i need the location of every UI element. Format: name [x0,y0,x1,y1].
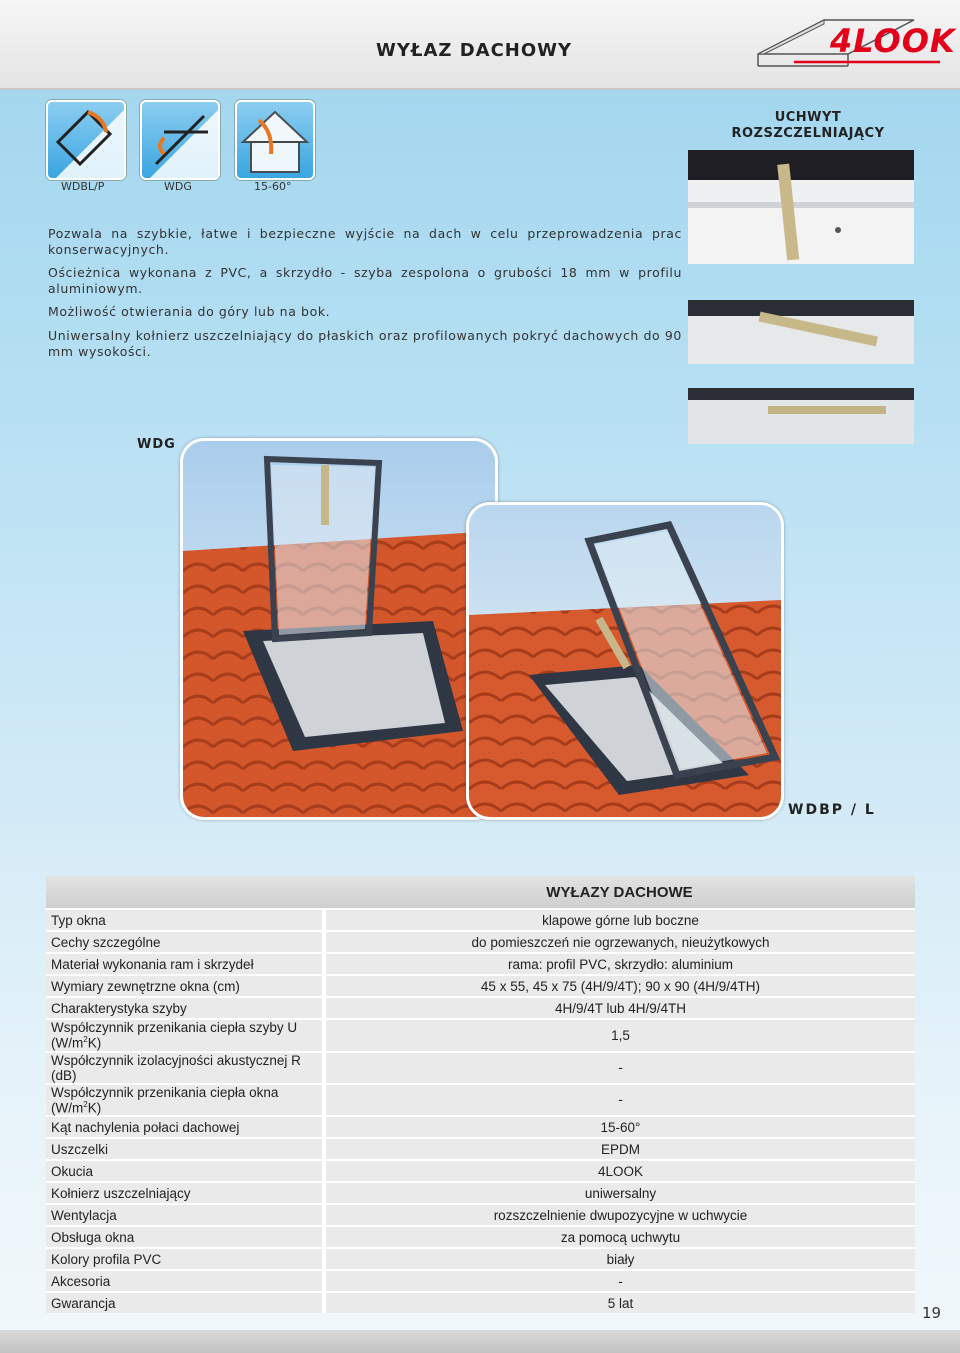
table-key [46,1019,324,1052]
table-value: - [324,1270,915,1292]
table-row [46,1182,915,1204]
table-row [46,1226,915,1248]
table-value: 1,5 [324,1019,915,1052]
icon-label-angle: 15-60° [254,180,292,193]
handle-photo-1 [688,150,914,264]
page-title: WYŁAZ DACHOWY [376,40,573,61]
table-header-empty [46,876,324,909]
table-row [46,1019,915,1052]
table-value: 4H/9/4T lub 4H/9/4TH [324,997,915,1019]
table-value: EPDM [324,1138,915,1160]
table-key-superscript: 2 [83,1035,88,1044]
table-value: rama: profil PVC, skrzydło: aluminium [324,953,915,975]
table-key: Kolory profila PVC [46,1248,324,1270]
table-key: Uszczelki [46,1138,324,1160]
table-key: Kołnierz uszczelniający [46,1182,324,1204]
footer-bar [0,1330,960,1353]
table-row [46,975,915,997]
table-row [46,931,915,953]
table-row [46,1292,915,1313]
photo-label-wdg: WDG [137,437,176,452]
table-row [46,1052,915,1084]
description-2: Ościeżnica wykonana z PVC, a skrzydło - szyba zespolona o grubości 18 mm w profilu aluminiowym. [48,265,682,296]
table-key-superscript: 2 [83,1099,88,1109]
table-key-text-end: K) [87,1100,102,1115]
table-row [46,1160,915,1182]
table-key: Typ okna [46,909,324,931]
table-value: - [324,1084,915,1117]
table-row [46,1270,915,1292]
wdg-icon [140,100,220,180]
handle-title-line2: ROZSZCZELNIAJĄCY [731,126,885,141]
table-value: za pomocą uchwytu [324,1226,915,1248]
table-key-text: Współczynnik przenikania ciepła szyby U (W/m [51,1020,298,1051]
table-key: Okucia [46,1160,324,1182]
table-row [46,953,915,975]
handle-photo-3 [688,388,914,444]
description-4: Uniwersalny kołnierz uszczelniający do płaskich oraz profilowanych pokryć dachowych do 90 mm wysokości. [48,328,682,359]
handle-title [700,110,916,142]
table-value: 15-60° [324,1116,915,1138]
table-key: Cechy szczególne [46,931,324,953]
table-value: uniwersalny [324,1182,915,1204]
table-value: biały [324,1248,915,1270]
page-number: 19 [922,1304,942,1322]
table-key: Kąt nachylenia połaci dachowej [46,1116,324,1138]
page-header [0,0,960,90]
table-key: Wymiary zewnętrzne okna (cm) [46,975,324,997]
table-row [46,997,915,1019]
table-key: Wentylacja [46,1204,324,1226]
handle-photo-2 [688,300,914,364]
table-key: Gwarancja [46,1292,324,1313]
handle-title-line1: UCHWYT [774,110,842,125]
angle-icon [235,100,315,180]
icon-label-wdblp: WDBL/P [61,180,105,193]
description-3: Możliwość otwierania do góry lub na bok. [48,304,331,319]
table-key: Charakterystyka szyby [46,997,324,1019]
table-value: klapowe górne lub boczne [324,909,915,931]
table-value: 4LOOK [324,1160,915,1182]
table-value: rozszczelnienie dwupozycyjne w uchwycie [324,1204,915,1226]
table-row [46,1116,915,1138]
spec-table [46,876,915,1313]
table-value: do pomieszczeń nie ogrzewanych, nieużytkowych [324,931,915,953]
photo-wdbp [466,502,784,820]
table-key-text-end: K) [87,1035,102,1051]
table-key: Materiał wykonania ram i skrzydeł [46,953,324,975]
icon-label-wdg: WDG [164,180,192,193]
photo-wdg [180,438,498,820]
wdblp-icon [46,100,126,180]
table-key-text: Współczynnik przenikania ciepła okna (W/m [51,1084,279,1115]
table-value: - [324,1052,915,1084]
table-key: Współczynnik izolacyjności akustycznej R (dB) [46,1052,324,1084]
table-row [46,1084,915,1117]
table-row [46,1138,915,1160]
logo-text: 4LOOK [830,22,956,60]
table-row [46,1204,915,1226]
table-row [46,909,915,931]
table-key: Obsługa okna [46,1226,324,1248]
table-row [46,1248,915,1270]
table-key: Akcesoria [46,1270,324,1292]
table-header-row [46,876,915,909]
description-1: Pozwala na szybkie, łatwe i bezpieczne wyjście na dach w celu przeprowadzenia prac konserwacyjnych. [48,226,682,257]
table-header-title: WYŁAZY DACHOWE [324,876,915,909]
table-key [46,1084,324,1117]
table-value: 5 lat [324,1292,915,1313]
photo-label-wdbp: WDBP / L [788,802,876,818]
table-value: 45 x 55, 45 x 75 (4H/9/4T); 90 x 90 (4H/9/4TH) [324,975,915,997]
